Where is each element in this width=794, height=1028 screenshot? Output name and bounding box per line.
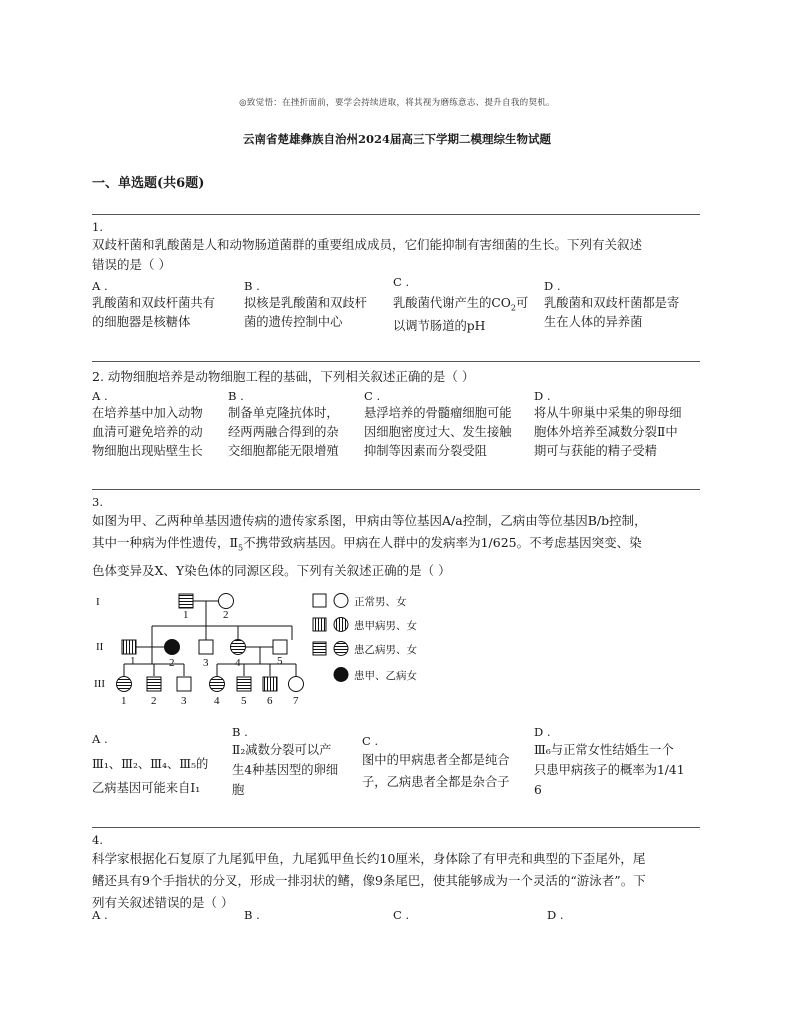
- option-text: 的细胞器是核糖体: [92, 315, 191, 329]
- option-text: 因细胞密度过大、发生接触: [364, 425, 512, 439]
- option-a[interactable]: [92, 388, 222, 461]
- option-text: 菌的遗传控制中心: [244, 315, 343, 329]
- option-text: 图中的甲病患者全都是纯合: [362, 753, 510, 767]
- question-2: 2. 动物细胞培养是动物细胞工程的基础，下列相关叙述正确的是（ ）: [92, 369, 475, 384]
- option-text: 血清可避免培养的动: [92, 425, 203, 439]
- individual-number: 1: [121, 695, 127, 707]
- option-b[interactable]: B .: [244, 908, 260, 922]
- generation-label: III: [94, 678, 105, 690]
- option-letter: C .: [362, 734, 379, 748]
- question-stem-line: 列有关叙述错误的是（ ）: [92, 895, 234, 910]
- individual-number: 5: [277, 655, 283, 667]
- option-c[interactable]: [362, 733, 532, 793]
- pedigree-female-normal: [289, 677, 304, 692]
- question-stem-line: 其中一种病为伴性遗传，$Ⅱ_5$不携带致病基因。甲病在人群中的发病率为1/625。不考虑基因突变、染: [92, 535, 642, 553]
- pedigree-male-normal: [177, 677, 191, 691]
- pedigree-male-b: [147, 677, 161, 691]
- option-c[interactable]: [393, 274, 545, 336]
- option-text: 物细胞出现贴壁生长: [92, 444, 203, 458]
- individual-number: 2: [169, 657, 175, 669]
- question-divider: [92, 361, 700, 362]
- question-1: [92, 219, 702, 275]
- option-letter: D .: [534, 389, 551, 403]
- option-letter: B .: [244, 279, 260, 293]
- pedigree-male-normal: [273, 640, 287, 654]
- option-text: 在培养基中加入动物: [92, 406, 203, 420]
- option-letter: B .: [232, 725, 248, 739]
- question-stem-line: 科学家根据化石复原了九尾狐甲鱼，九尾狐甲鱼长约10厘米，身体除了有甲壳和典型的下歪尾外，尾: [92, 851, 646, 866]
- question-divider: [92, 214, 700, 215]
- question-3: [92, 494, 702, 582]
- option-d[interactable]: D .: [547, 908, 564, 922]
- option-text: 乳酸菌和双歧杆菌都是寄: [544, 296, 680, 310]
- option-a[interactable]: [92, 731, 234, 800]
- legend-male-a: [313, 618, 326, 631]
- option-text: 经两两融合得到的杂: [228, 425, 339, 439]
- option-text: Ⅱ₂减数分裂可以产: [232, 743, 332, 757]
- pedigree-female-b: [117, 677, 132, 692]
- option-letter: C .: [393, 275, 410, 289]
- individual-number: 7: [293, 695, 299, 707]
- individual-number: 3: [181, 695, 187, 707]
- option-text: 6: [534, 783, 542, 797]
- generation-label: II: [96, 641, 104, 653]
- individual-number: 3: [203, 657, 209, 669]
- option-text: 抑制等因素而分裂受阻: [364, 444, 487, 458]
- option-d[interactable]: [544, 278, 704, 332]
- individual-number: 1: [130, 655, 136, 667]
- generation-label: I: [96, 596, 100, 608]
- option-c[interactable]: C .: [393, 908, 410, 922]
- legend-female-normal: [334, 594, 348, 608]
- legend-label: 患甲、乙病女: [354, 670, 417, 682]
- option-text: 交细胞都能无限增殖: [228, 444, 339, 458]
- question-stem-line: 如图为甲、乙两种单基因遗传病的遗传家系图，甲病由等位基因A/a控制，乙病由等位基因B/b控制，: [92, 513, 647, 528]
- pedigree-female-normal: [219, 594, 234, 609]
- option-text: 制备单克隆抗体时，: [228, 406, 339, 420]
- option-b[interactable]: [228, 388, 358, 461]
- question-stem-line: 双歧杆菌和乳酸菌是人和动物肠道菌群的重要组成成员，它们能抑制有害细菌的生长。下列有关叙述: [92, 237, 643, 252]
- pedigree-male-a: [263, 677, 277, 691]
- legend-label: 患甲病男、女: [354, 620, 417, 632]
- page-title: 云南省楚雄彝族自治州2024届高三下学期二模理综生物试题: [242, 132, 551, 146]
- question-number: 4.: [92, 833, 103, 847]
- question-stem-line: 错误的是（ ）: [92, 257, 171, 272]
- option-text: 胞体外培养至减数分裂Ⅱ中: [534, 425, 678, 439]
- individual-number: 5: [241, 695, 247, 707]
- individual-number: 2: [151, 695, 157, 707]
- individual-number: 6: [267, 695, 273, 707]
- pedigree-male-b: [179, 594, 193, 608]
- option-text: 拟核是乳酸菌和双歧杆: [244, 296, 367, 310]
- option-a[interactable]: A .: [92, 908, 108, 922]
- question-4: [92, 832, 702, 914]
- option-letter: B .: [228, 389, 244, 403]
- question-stem-line: 鳍还具有9个手指状的分叉，形成一排羽状的鳍，像9条尾巴，使其能够成为一个灵活的“游泳者”。下: [92, 873, 646, 888]
- option-text: 生4种基因型的卵细: [232, 763, 339, 777]
- pedigree-female-ab: [165, 640, 180, 655]
- legend-label: 正常男、女: [354, 596, 407, 608]
- question-number: 3.: [92, 495, 103, 509]
- option-text: 乙病基因可能来自Ⅰ₁: [92, 781, 201, 795]
- individual-number: 2: [223, 609, 229, 621]
- option-letter: A .: [92, 732, 108, 746]
- option-text: 生在人体的异养菌: [544, 315, 643, 329]
- option-text: 悬浮培养的骨髓瘤细胞可能: [364, 406, 512, 420]
- option-text: 子，乙病患者全都是杂合子: [362, 775, 510, 789]
- option-text: 以调节肠道的pH: [393, 319, 486, 334]
- motto-line: ◎致觉悟：在挫折面前，要学会持续进取，将其视为磨练意志、提升自我的契机。: [239, 98, 555, 108]
- option-letter: A .: [92, 389, 108, 403]
- option-letter: C .: [364, 389, 381, 403]
- option-text: 只患甲病孩子的概率为1/41: [534, 763, 685, 777]
- option-text: 胞: [232, 783, 245, 797]
- option-d[interactable]: [534, 724, 706, 800]
- pedigree-male-b: [237, 677, 251, 691]
- legend-female-ab: [334, 668, 348, 682]
- option-text: Ⅲ₁、Ⅲ₂、Ⅲ₄、Ⅲ₅的: [92, 757, 209, 771]
- legend-female-b: [334, 642, 348, 656]
- pedigree-female-b: [210, 677, 225, 692]
- legend-male-b: [313, 642, 326, 655]
- option-letter: D .: [534, 725, 551, 739]
- option-text: 将从牛卵巢中采集的卵母细: [534, 406, 682, 420]
- pedigree-female-b: [231, 640, 246, 655]
- option-text: 乳酸菌和双歧杆菌共有: [92, 296, 215, 310]
- option-b[interactable]: [232, 724, 362, 800]
- question-divider: [92, 827, 700, 828]
- individual-number: 4: [214, 695, 220, 707]
- legend-label: 患乙病男、女: [354, 644, 417, 656]
- option-b[interactable]: [244, 278, 394, 332]
- section-heading: 一、单选题(共6题): [92, 176, 205, 191]
- individual-number: 4: [235, 657, 241, 669]
- pedigree-male-a: [122, 640, 136, 654]
- question-number: 1.: [92, 220, 103, 234]
- option-text: 期可与获能的精子受精: [534, 444, 657, 458]
- option-letter: A .: [92, 279, 108, 293]
- option-c[interactable]: [364, 388, 532, 461]
- option-text: Ⅲ₆与正常女性结婚生一个: [534, 743, 674, 757]
- legend-female-a: [334, 618, 348, 632]
- option-d[interactable]: [534, 388, 704, 461]
- legend-male-normal: [313, 594, 326, 607]
- option-text: 乳酸菌代谢产生的$CO_2$可: [393, 296, 529, 313]
- option-letter: D .: [544, 279, 561, 293]
- pedigree-male-normal: [199, 640, 213, 654]
- individual-number: 1: [183, 609, 189, 621]
- pedigree-diagram: [92, 588, 452, 710]
- question-divider: [92, 489, 700, 490]
- question-stem-line: 色体变异及X、Y染色体的同源区段。下列有关叙述正确的是（ ）: [92, 562, 451, 578]
- option-a[interactable]: [92, 278, 242, 332]
